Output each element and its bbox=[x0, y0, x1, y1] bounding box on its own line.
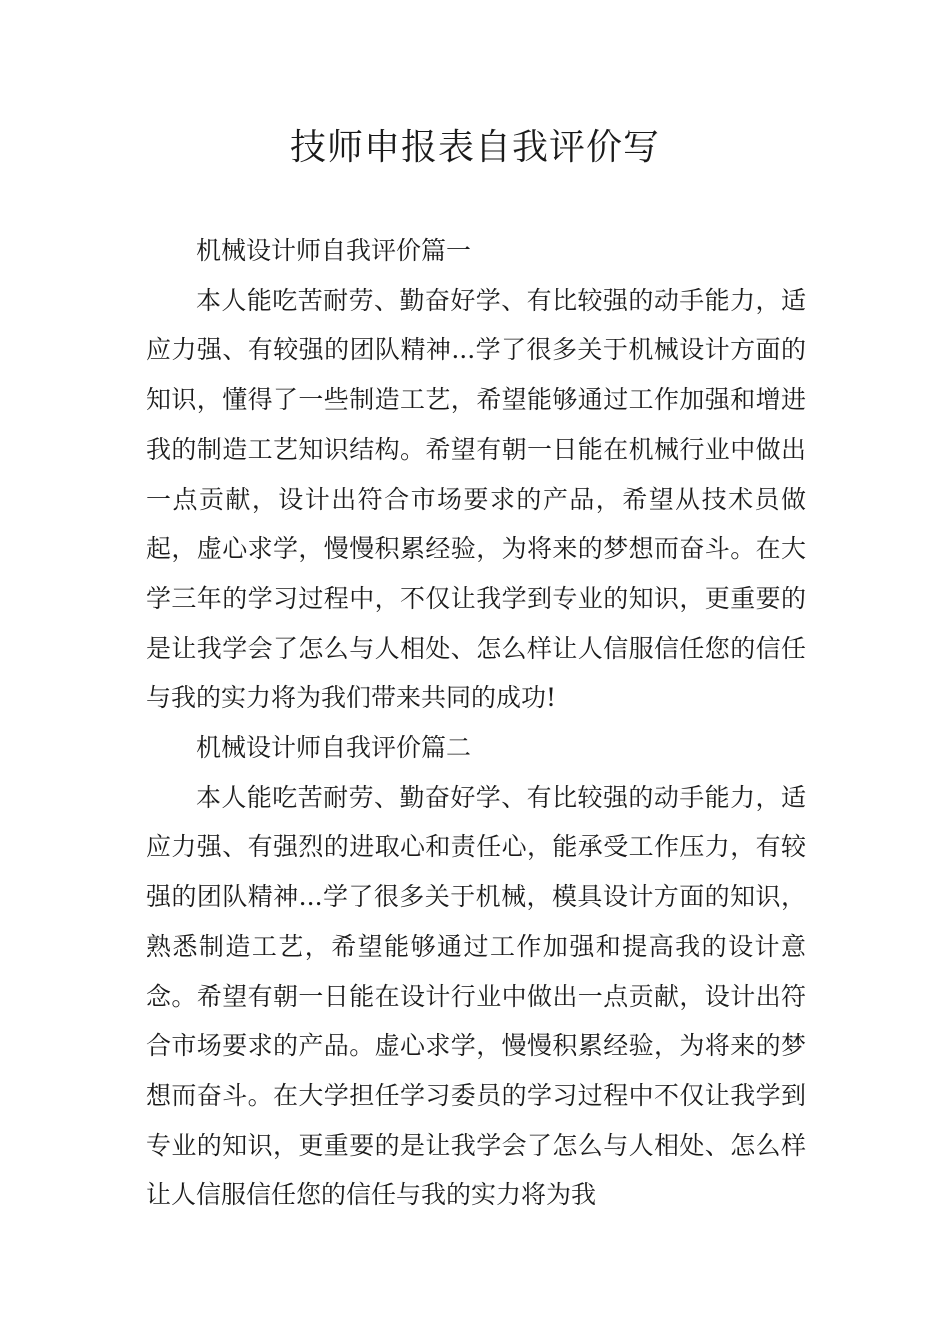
paragraph-2: 本人能吃苦耐劳、勤奋好学、有比较强的动手能力，适应力强、有强烈的进取心和责任心，能承受工作压力，有较强的团队精神...学了很多关于机械，模具设计方面的知识，熟悉制造工艺，希望能够通过工作加强和提高我的设计意念。希望有朝一日能在设计行业中做出一点贡献，设计出符合市场要求的产品。虚心求学，慢慢积累经验，为将来的梦想而奋斗。在大学担任学习委员的学习过程中不仅让我学到专业的知识，更重要的是让我学会了怎么与人相处、怎么样让人信服信任您的信任与我的实力将为我 bbox=[146, 782, 806, 1210]
document-body bbox=[146, 226, 806, 1220]
section-heading-1: 机械设计师自我评价篇一 bbox=[196, 236, 472, 265]
section-heading-2: 机械设计师自我评价篇二 bbox=[196, 733, 472, 763]
paragraph-1: 本人能吃苦耐劳、勤奋好学、有比较强的动手能力，适应力强、有较强的团队精神...学了很多关于机械设计方面的知识，懂得了一些制造工艺，希望能够通过工作加强和增进我的制造工艺知识结构。希望有朝一日能在机械行业中做出一点贡献，设计出符合市场要求的产品，希望从技术员做起，虚心求学，慢慢积累经验，为将来的梦想而奋斗。在大学三年的学习过程中，不仅让我学到专业的知识，更重要的是让我学会了怎么与人相处、怎么样让人信服信任您的信任与我的实力将为我们带来共同的成功! bbox=[146, 285, 806, 713]
document-title: 技师申报表自我评价写 bbox=[289, 127, 660, 168]
